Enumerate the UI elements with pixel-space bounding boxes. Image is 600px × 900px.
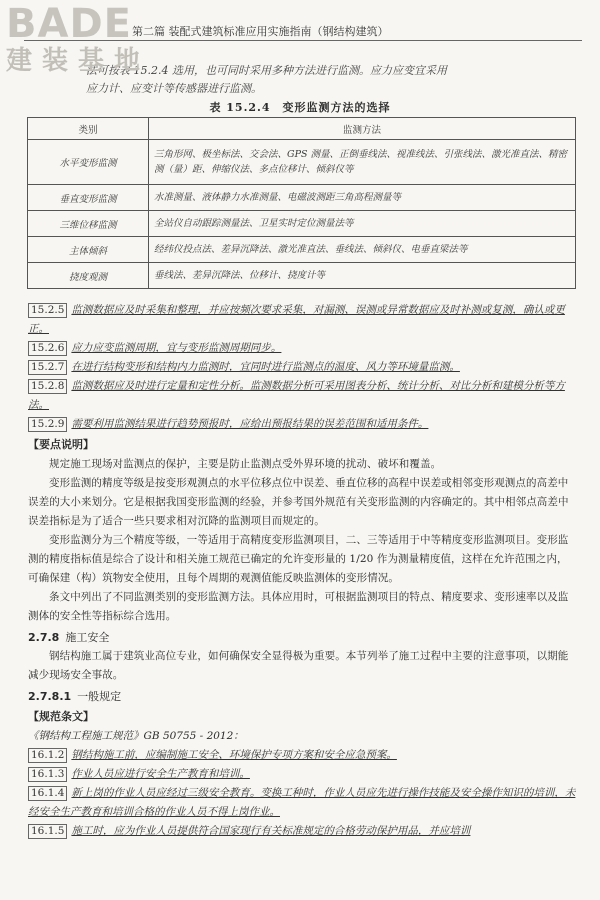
- clause-15-2-6: [28, 339, 578, 358]
- table-cell-category: 水平变形监测: [28, 140, 149, 185]
- table-row: [28, 140, 576, 185]
- clause-15-2-5: [28, 301, 578, 339]
- table-header-methods: 监测方法: [149, 118, 576, 140]
- clause-text: 监测数据应及时采集和整理，并应按频次要求采集，对漏测、误测或异常数据应及时补测或复测，确认或更正。: [28, 304, 565, 335]
- clause-number: 15.2.9: [28, 417, 67, 432]
- running-header-text: 第二篇 装配式建筑标准应用实施指南（钢结构建筑）: [132, 25, 389, 38]
- watermark-brand: BADE: [6, 1, 132, 47]
- monitoring-methods-table: [27, 117, 576, 289]
- section-2-7-8-heading: [28, 628, 578, 647]
- clause-number: 15.2.6: [28, 341, 67, 356]
- table-cell-methods: 全站仪自动跟踪测量法、卫星实时定位测量法等: [149, 211, 576, 237]
- clause-number: 15.2.5: [28, 303, 67, 318]
- intro-line-1: 法可按表 15.2.4 选用，也可同时采用多种方法进行监测。应力应变宜采用: [86, 64, 447, 77]
- spec-citation: 《钢结构工程施工规范》GB 50755 - 2012：: [28, 730, 244, 742]
- watermark-sub: 建装基地: [6, 46, 151, 76]
- table-row: [28, 211, 576, 237]
- site-watermark: [6, 1, 151, 76]
- table-title: 表 15.2.4 变形监测方法的选择: [209, 101, 391, 114]
- clause-number: 16.1.3: [28, 767, 67, 782]
- clause-text: 新上岗的作业人员应经过三级安全教育。变换工种时，作业人员应先进行操作技能及安全操作知识的培训，未经安全生产教育和培训合格的作业人员不得上岗作业。: [28, 787, 576, 818]
- table-row: [28, 185, 576, 211]
- clause-15-2-9: [28, 415, 578, 434]
- section-2-7-8-paragraph: 钢结构施工属于建筑业高位专业，如何确保安全显得极为重要。本节列举了施工过程中主要的注意事项，以期能减少现场安全事故。: [28, 650, 569, 681]
- explain-paragraph-2: 变形监测的精度等级是按变形观测点的水平位移点位中误差、垂直位移的高程中误差或相邻变形观测点的高差中误差的大小来划分。它是根据我国变形监测的经验，并参考国外规范有关变形监测的内容确定的。其中相邻点高差中误差指标是为了适合一些只要求相对沉降的监测项目而规定的。: [28, 477, 569, 527]
- section-2-7-8-1-heading: [28, 687, 578, 706]
- clause-16-1-4: [28, 784, 578, 822]
- table-row: [28, 237, 576, 263]
- clause-text: 钢结构施工前，应编制施工安全、环境保护专项方案和安全应急预案。: [71, 749, 397, 761]
- table-cell-category: 主体倾斜: [28, 237, 149, 263]
- clause-16-1-2: [28, 746, 578, 765]
- intro-line-2: 应力计、应变计等传感器进行监测。: [86, 82, 262, 95]
- clause-text: 监测数据应及时进行定量和定性分析。监测数据分析可采用图表分析、统计分析、对比分析和建模分析等方法。: [28, 380, 565, 411]
- table-row: [28, 263, 576, 289]
- table-cell-category: 挠度观测: [28, 263, 149, 289]
- table-cell-category: 垂直变形监测: [28, 185, 149, 211]
- explain-paragraph-3: 变形监测分为三个精度等级，一等适用于高精度变形监测项目，二、三等适用于中等精度变形监测项目。变形监测的精度指标值是综合了设计和相关施工规范已确定的允许变形量的 1/20 作为测量精度值，这样在允许范围之内，可确保建（构）筑物安全使用，且每个周期的观测值能反映监测体的变形情况。: [28, 534, 569, 584]
- table-cell-category: 三维位移监测: [28, 211, 149, 237]
- table-cell-methods: 垂线法、差异沉降法、位移计、挠度计等: [149, 263, 576, 289]
- table-cell-methods: 三角形网、极坐标法、交会法、GPS 测量、正倒垂线法、视准线法、引张线法、激光准直法、精密测（量）距、伸缩仪法、多点位移计、倾斜仪等: [149, 140, 576, 185]
- clause-text: 施工时，应为作业人员提供符合国家现行有关标准规定的合格劳动保护用品，并应培训: [71, 825, 471, 837]
- table-cell-methods: 经纬仪投点法、差异沉降法、激光准直法、垂线法、倾斜仪、电垂直梁法等: [149, 237, 576, 263]
- clause-number: 15.2.8: [28, 379, 67, 394]
- clause-15-2-7: [28, 358, 578, 377]
- clause-number: 15.2.7: [28, 360, 67, 375]
- clause-text: 作业人员应进行安全生产教育和培训。: [71, 768, 250, 780]
- clause-number: 16.1.5: [28, 824, 67, 839]
- document-body: [28, 301, 578, 841]
- table-cell-methods: 水准测量、液体静力水准测量、电磁波测距三角高程测量等: [149, 185, 576, 211]
- clause-text: 应力应变监测周期，宜与变形监测周期同步。: [71, 342, 282, 354]
- explain-paragraph-1: 规定施工现场对监测点的保护，主要是防止监测点受外界环境的扰动、破坏和覆盖。: [49, 458, 442, 470]
- clause-number: 16.1.2: [28, 748, 67, 763]
- clause-16-1-3: [28, 765, 578, 784]
- explain-paragraph-4: 条文中列出了不同监测类别的变形监测方法。具体应用时，可根据监测项目的特点、精度要求、变形速率以及监测体的安全性等指标综合选用。: [28, 591, 569, 622]
- table-header-category: 类别: [28, 118, 149, 140]
- table-header-row: [28, 118, 576, 140]
- clause-text: 需要利用监测结果进行趋势预报时，应给出预报结果的误差范围和适用条件。: [71, 418, 429, 430]
- explain-heading: 【要点说明】: [28, 438, 94, 451]
- section-title: 一般规定: [77, 690, 122, 703]
- clause-16-1-5: [28, 822, 578, 841]
- section-number: 2.7.8.1: [28, 690, 72, 703]
- spec-heading: 【规范条文】: [28, 710, 94, 723]
- section-title: 施工安全: [65, 631, 110, 644]
- section-number: 2.7.8: [28, 631, 60, 644]
- clause-text: 在进行结构变形和结构内力监测时，宜同时进行监测点的温度、风力等环境量监测。: [71, 361, 460, 373]
- clause-15-2-8: [28, 377, 578, 415]
- intro-text: [86, 62, 582, 98]
- clause-number: 16.1.4: [28, 786, 67, 801]
